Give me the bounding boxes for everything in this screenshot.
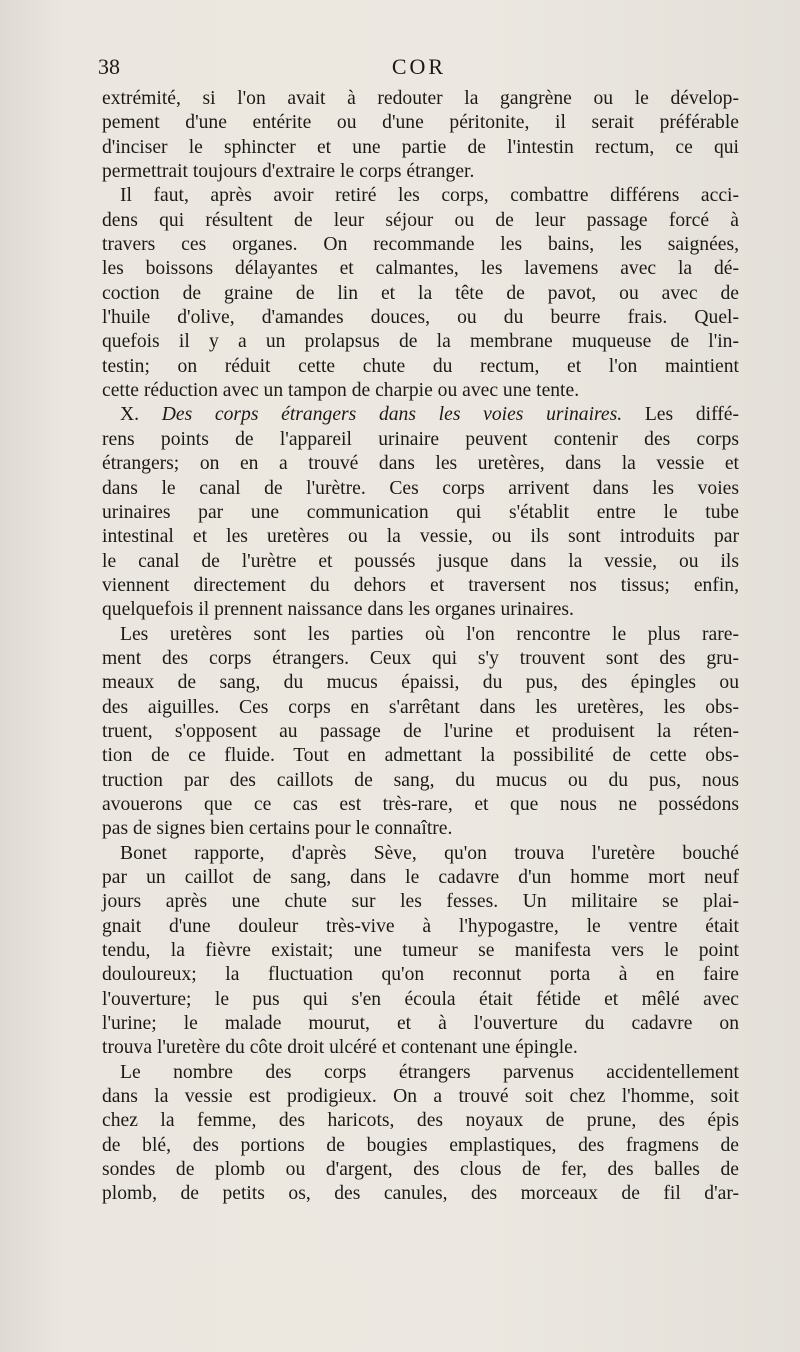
- line-text: par un caillot de sang, dans le cadavre d'un homme mort neuf: [102, 867, 739, 888]
- text-line: [102, 550, 739, 574]
- text-line: [102, 842, 739, 866]
- line-text: truent, s'opposent au passage de l'urine et produisent la réten-: [102, 720, 739, 742]
- line-text: ment des corps étrangers. Ceux qui s'y trouvent sont des gru-: [102, 647, 739, 669]
- text-line: [102, 647, 739, 671]
- line-text: chez la femme, des haricots, des noyaux de prune, des épis: [102, 1110, 739, 1132]
- text-line: [102, 1182, 739, 1206]
- text-line: [102, 136, 739, 160]
- line-text: testin; on réduit cette chute du rectum, et l'on maintient: [102, 355, 739, 377]
- text-line: [102, 671, 739, 695]
- text-line: [102, 1085, 739, 1109]
- line-text: pas de signes bien certains pour le connaître.: [102, 818, 453, 840]
- line-text: cette réduction avec un tampon de charpie ou avec une tente.: [102, 380, 580, 402]
- text-line: [102, 257, 739, 281]
- line-text: travers ces organes. On recommande les bains, les saignées,: [102, 234, 739, 256]
- line-text: tendu, la fièvre existait; une tumeur se manifesta vers le point: [102, 940, 739, 962]
- text-line: [102, 1012, 739, 1036]
- text-line: [102, 477, 739, 501]
- text-line: [102, 1036, 739, 1060]
- text-line: [102, 501, 739, 525]
- line-text: coction de graine de lin et la tête de pavot, ou avec de: [102, 282, 739, 304]
- line-text: Les uretères sont les parties où l'on rencontre le plus rare-: [120, 623, 739, 645]
- line-text: étrangers; on en a trouvé dans les uretères, dans la vessie et: [102, 453, 739, 475]
- line-text: l'urine; le malade mourut, et à l'ouverture du cadavre on: [102, 1013, 739, 1035]
- text-line: [102, 817, 739, 841]
- text-line: [102, 988, 739, 1012]
- text-line: [102, 769, 739, 793]
- text-line: [102, 696, 739, 720]
- text-line: [102, 963, 739, 987]
- line-text: avouerons que ce cas est très-rare, et que nous ne possédons: [102, 793, 739, 815]
- text-line: [102, 1109, 739, 1133]
- body-text: [102, 87, 739, 1207]
- text-line: [102, 793, 739, 817]
- line-text: Bonet rapporte, d'après Sève, qu'on trouva l'uretère bouché: [120, 842, 739, 864]
- text-line: [102, 525, 739, 549]
- text-line: [102, 452, 739, 476]
- line-text: douloureux; la fluctuation qu'on reconnut porta à en faire: [102, 964, 739, 986]
- line-text: de blé, des portions de bougies emplastiques, des fragmens de: [102, 1134, 739, 1156]
- line-text: quelquefois il prennent naissance dans les organes urinaires.: [102, 599, 574, 621]
- text-line: [102, 209, 739, 233]
- running-head: COR: [391, 54, 447, 79]
- line-text: meaux de sang, du mucus épaissi, du pus, des épingles ou: [102, 672, 739, 694]
- line-text: l'huile d'olive, d'amandes douces, ou du beurre frais. Quel-: [102, 307, 739, 329]
- line-text: extrémité, si l'on avait à redouter la gangrène ou le dévelop-: [102, 88, 739, 109]
- text-line: [102, 330, 739, 354]
- text-line: [102, 890, 739, 914]
- text-line: [102, 598, 739, 622]
- line-text: trouva l'uretère du côte droit ulcéré et contenant une épingle.: [102, 1037, 578, 1059]
- text-line: [102, 403, 739, 427]
- line-text: des aiguilles. Ces corps en s'arrêtant dans les uretères, les obs-: [102, 696, 739, 718]
- line-text: sondes de plomb ou d'argent, des clous de fer, des balles de: [102, 1159, 739, 1181]
- line-text: dans la vessie est prodigieux. On a trouvé soit chez l'homme, soit: [102, 1086, 739, 1108]
- line-text: rens points de l'appareil urinaire peuvent contenir des corps: [102, 428, 739, 450]
- line-text: urinaires par une communication qui s'établit entre le tube: [102, 501, 739, 523]
- line-text: gnait d'une douleur très-vive à l'hypogastre, le ventre était: [102, 915, 739, 937]
- section-number: X.: [120, 404, 162, 426]
- text-line: [102, 355, 739, 379]
- line-text: permettrait toujours d'extraire le corps étranger.: [102, 161, 475, 183]
- line-text: jours après une chute sur les fesses. Un militaire se plai-: [102, 891, 739, 913]
- line-text: Le nombre des corps étrangers parvenus accidentellement: [120, 1061, 739, 1083]
- section-heading: Des corps étrangers dans les voies urinaires.: [161, 404, 623, 426]
- text-line: [102, 1158, 739, 1182]
- line-text: truction par des caillots de sang, du mucus ou du pus, nous: [102, 769, 739, 791]
- line-text: viennent directement du dehors et traversent nos tissus; enfin,: [102, 574, 739, 596]
- text-line: [102, 744, 739, 768]
- line-text: Il faut, après avoir retiré les corps, combattre différens acci-: [120, 185, 739, 207]
- page-header: [98, 54, 740, 84]
- line-text: plomb, de petits os, des canules, des morceaux de fil d'ar-: [102, 1183, 739, 1205]
- text-line: [102, 1061, 739, 1085]
- line-text: quefois il y a un prolapsus de la membrane muqueuse de l'in-: [102, 331, 739, 353]
- text-line: [102, 160, 739, 184]
- line-text: intestinal et les uretères ou la vessie, ou ils sont introduits par: [102, 526, 739, 548]
- text-line: [102, 939, 739, 963]
- line-text: l'ouverture; le pus qui s'en écoula était fétide et mêlé avec: [102, 988, 739, 1010]
- text-line: [102, 111, 739, 135]
- text-line: [102, 866, 739, 890]
- text-line: [102, 720, 739, 744]
- text-line: [102, 623, 739, 647]
- line-text: dans le canal de l'urètre. Ces corps arrivent dans les voies: [102, 477, 739, 499]
- line-text: le canal de l'urètre et poussés jusque dans la vessie, ou ils: [102, 550, 739, 572]
- line-text: d'inciser le sphincter et une partie de l'intestin rectum, ce qui: [102, 136, 739, 158]
- line-text: pement d'une entérite ou d'une péritonite, il serait préférable: [102, 112, 739, 134]
- text-line: [102, 574, 739, 598]
- page-number: 38: [98, 54, 120, 79]
- line-text: Les diffé-: [622, 404, 739, 426]
- text-line: [102, 915, 739, 939]
- text-line: [102, 1134, 739, 1158]
- text-line: [102, 233, 739, 257]
- line-text: tion de ce fluide. Tout en admettant la possibilité de cette obs-: [102, 745, 739, 767]
- text-line: [102, 306, 739, 330]
- line-text: dens qui résultent de leur séjour ou de leur passage forcé à: [102, 209, 739, 231]
- text-line: [102, 428, 739, 452]
- text-line: [102, 379, 739, 403]
- text-line: [102, 87, 739, 111]
- text-line: [102, 282, 739, 306]
- line-text: les boissons délayantes et calmantes, les lavemens avec la dé-: [102, 258, 739, 280]
- text-line: [102, 184, 739, 208]
